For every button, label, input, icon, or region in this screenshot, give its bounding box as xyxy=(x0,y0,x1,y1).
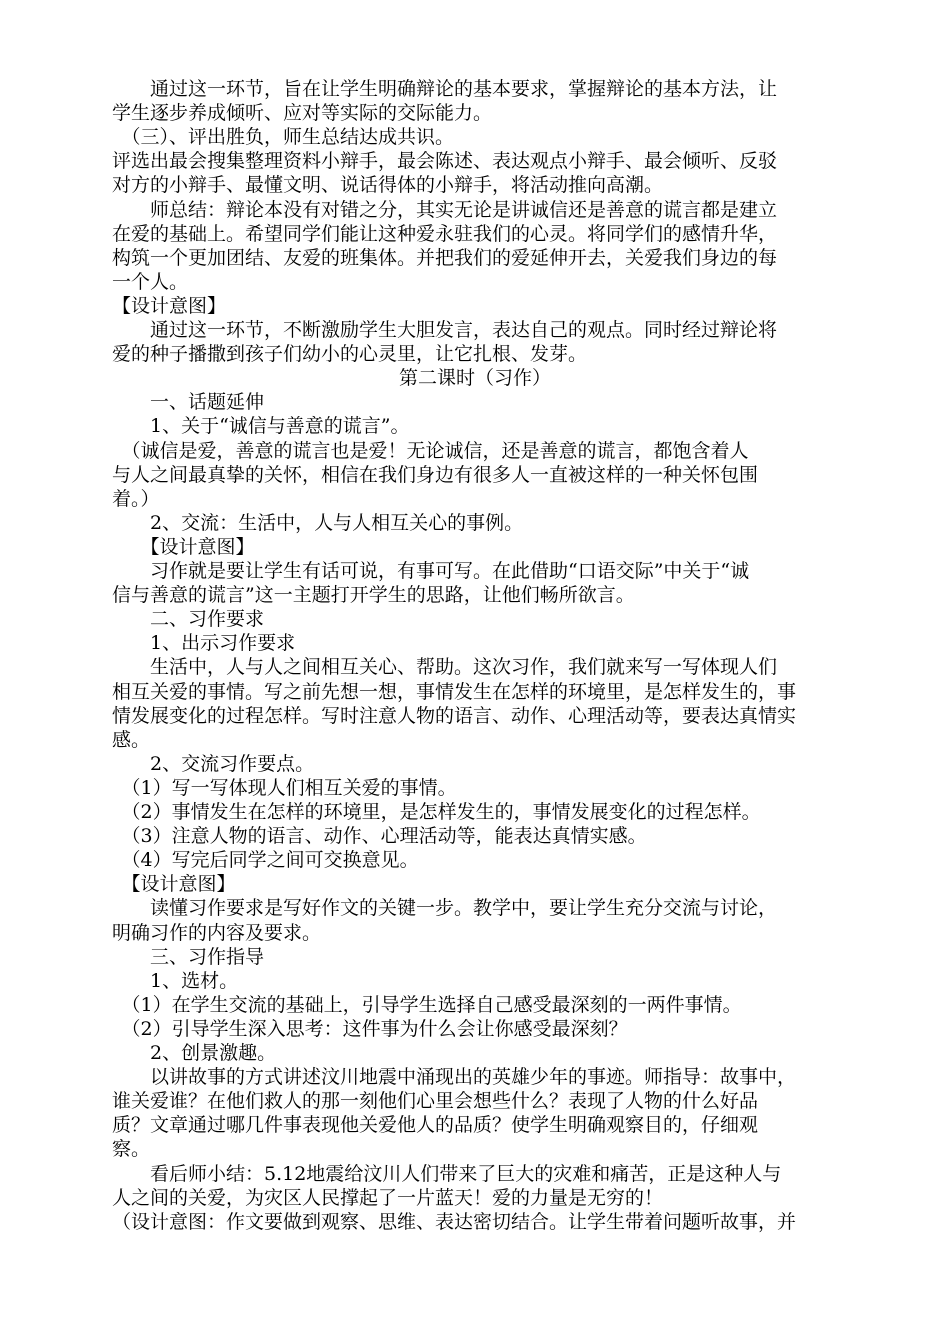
text-line: 通过这一环节，不断激励学生大胆发言，表达自己的观点。同时经过辩论将 xyxy=(112,319,778,341)
text-line: 1、选材。 xyxy=(112,969,239,992)
text-line: 通过这一环节，旨在让学生明确辩论的基本要求，掌握辩论的基本方法，让 xyxy=(112,78,778,100)
text-line: 在爱的基础上。希望同学们能让这种爱永驻我们的心灵。将同学们的感情升华， xyxy=(112,222,778,245)
text-line: 信与善意的谎言”这一主题打开学生的思路，让他们畅所欲言。 xyxy=(112,584,635,607)
text-line: （三）、评出胜负，师生总结达成共识。 xyxy=(112,126,455,149)
text-line: （3）注意人物的语言、动作、心理活动等，能表达真情实感。 xyxy=(112,825,647,848)
text-line: （1）写一写体现人们相互关爱的事情。 xyxy=(112,776,457,799)
section-heading: 第二课时（习作） xyxy=(398,367,551,390)
text-line: 【设计意图】 xyxy=(112,873,236,896)
text-line: 看后师小结：5.12地震给汶川人们带来了巨大的灾难和痛苦，正是这种人与 xyxy=(112,1162,782,1185)
text-line: （2）引导学生深入思考：这件事为什么会让你感受最深刻？ xyxy=(112,1017,628,1040)
text-line: 2、交流习作要点。 xyxy=(112,752,315,775)
text-line: 1、出示习作要求 xyxy=(112,632,296,655)
text-line: 学生逐步养成倾听、应对等实际的交际能力。 xyxy=(112,102,493,125)
text-line: 1、关于“诚信与善意的谎言”。 xyxy=(112,415,410,438)
text-line: 三、习作指导 xyxy=(112,945,265,968)
text-line: 习作就是要让学生有话可说，有事可写。在此借助“口语交际”中关于“诚 xyxy=(112,560,750,582)
text-line: （4）写完后同学之间可交换意见。 xyxy=(112,849,419,872)
text-line: 【设计意图】 xyxy=(112,294,227,317)
text-line: 【设计意图】 xyxy=(112,535,255,558)
text-line: 师总结：辩论本没有对错之分，其实无论是讲诚信还是善意的谎言都是建立 xyxy=(112,198,778,221)
text-line: 一个人。 xyxy=(112,270,189,293)
text-line: （2）事情发生在怎样的环境里，是怎样发生的，事情发展变化的过程怎样。 xyxy=(112,801,761,823)
text-line: 生活中，人与人之间相互关心、帮助。这次习作，我们就来写一写体现人们 xyxy=(112,656,778,679)
text-line: 构筑一个更加团结、友爱的班集体。并把我们的爱延伸开去，关爱我们身边的每 xyxy=(112,246,778,269)
text-line: 对方的小辩手、最懂文明、说话得体的小辩手，将活动推向高潮。 xyxy=(112,174,664,197)
text-line: 情发展变化的过程怎样。写时注意人物的语言、动作、心理活动等，要表达真情实 xyxy=(112,704,797,727)
text-line: 评选出最会搜集整理资料小辩手，最会陈述、表达观点小辩手、最会倾听、反驳 xyxy=(112,150,778,173)
text-line: 人之间的关爱，为灾区人民撑起了一片蓝天！爱的力量是无穷的！ xyxy=(112,1186,664,1209)
text-line: 2、创景激趣。 xyxy=(112,1042,277,1064)
text-line: （1）在学生交流的基础上，引导学生选择自己感受最深刻的一两件事情。 xyxy=(112,993,742,1016)
text-line: 质？文章通过哪几件事表现他关爱他人的品质？使学生明确观察目的，仔细观 xyxy=(112,1114,759,1137)
text-line: 感。 xyxy=(112,728,151,751)
text-line: 爱的种子播撒到孩子们幼小的心灵里，让它扎根、发芽。 xyxy=(112,343,588,366)
text-line: 明确习作的内容及要求。 xyxy=(112,921,322,944)
text-line: （诚信是爱，善意的谎言也是爱！无论诚信，还是善意的谎言，都饱含着人 xyxy=(112,439,749,462)
text-line: 着。） xyxy=(112,487,160,510)
text-line: 二、习作要求 xyxy=(112,608,265,631)
text-line: 以讲故事的方式讲述汶川地震中涌现出的英雄少年的事迹。师指导：故事中， xyxy=(112,1066,797,1089)
text-line: 相互关爱的事情。写之前先想一想，事情发生在怎样的环境里，是怎样发生的，事 xyxy=(112,680,797,703)
text-line: 一、话题延伸 xyxy=(112,391,265,414)
text-line: （设计意图：作文要做到观察、思维、表达密切结合。让学生带着问题听故事，并 xyxy=(112,1210,797,1233)
text-line: 2、交流：生活中，人与人相互关心的事例。 xyxy=(112,511,524,534)
text-line: 与人之间最真挚的关怀，相信在我们身边有很多人一直被这样的一种关怀包围 xyxy=(112,463,759,486)
text-line: 谁关爱谁？在他们救人的那一刻他们心里会想些什么？表现了人物的什么好品 xyxy=(112,1090,759,1113)
text-line: 察。 xyxy=(112,1138,151,1161)
text-line: 读懂习作要求是写好作文的关键一步。教学中，要让学生充分交流与讨论， xyxy=(112,897,778,920)
